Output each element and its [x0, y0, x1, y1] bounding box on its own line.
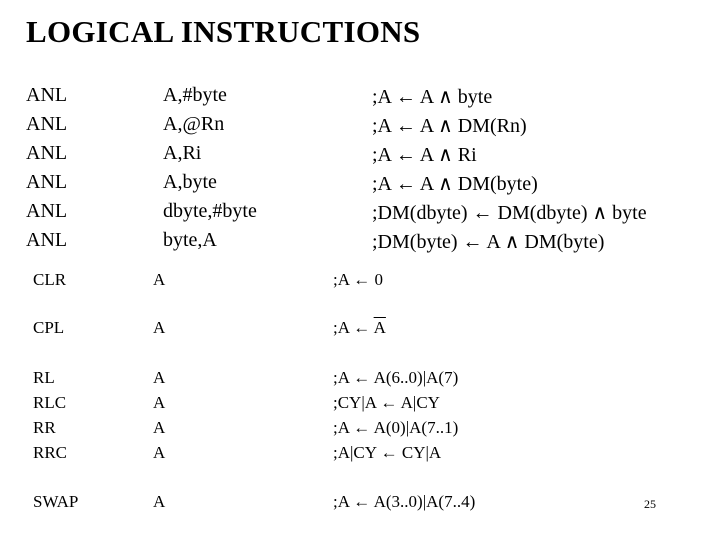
- instruction-row: [0, 113, 720, 143]
- comment: ;A ← 0: [333, 270, 384, 289]
- instruction-row: [0, 200, 720, 230]
- comment: ;A ← A(0)|A(7..1): [333, 418, 459, 437]
- comment: ;CY|A ← A|CY: [333, 393, 440, 412]
- mnemonic: RLC: [33, 393, 67, 412]
- mnemonic: SWAP: [33, 492, 79, 511]
- comment: ;DM(dbyte) ← DM(dbyte) ∧ byte: [372, 202, 647, 224]
- operands: A: [153, 418, 166, 437]
- operands: A: [153, 492, 166, 511]
- mnemonic: ANL: [26, 200, 68, 222]
- comment-prefix: ;A ←: [333, 318, 374, 337]
- instruction-row: [0, 142, 720, 172]
- comment: ;A ← A ∧ byte: [372, 86, 493, 108]
- comment: ;A ← A ∧ Ri: [372, 144, 477, 166]
- comment: ;A ← A ∧ DM(Rn): [372, 115, 527, 137]
- mnemonic: CPL: [33, 318, 65, 337]
- mnemonic: ANL: [26, 142, 68, 164]
- mnemonic: ANL: [26, 113, 68, 135]
- instruction-row: [0, 84, 720, 114]
- operands: A: [153, 393, 166, 412]
- comment: ;A|CY ← CY|A: [333, 443, 442, 462]
- operands: A,Ri: [163, 142, 202, 164]
- comment: ;A ← A(6..0)|A(7): [333, 368, 459, 387]
- operands: A: [153, 368, 166, 387]
- mnemonic: RRC: [33, 443, 68, 462]
- comment: ;DM(byte) ← A ∧ DM(byte): [372, 231, 605, 253]
- operands: byte,A: [163, 229, 217, 251]
- slide-title: LOGICAL INSTRUCTIONS: [26, 14, 421, 49]
- mnemonic: RL: [33, 368, 55, 387]
- comment: ;A ← A ∧ DM(byte): [372, 173, 538, 195]
- instruction-row: [0, 229, 720, 259]
- complement-operand: $\overline{A}$: [373, 318, 386, 337]
- operands: A: [153, 443, 166, 462]
- operands: A: [153, 270, 166, 289]
- mnemonic: ANL: [26, 171, 68, 193]
- instruction-row: [0, 171, 720, 201]
- comment: ;A ← A(3..0)|A(7..4): [333, 492, 476, 511]
- page-number: 25: [644, 497, 656, 511]
- operands: A,#byte: [163, 84, 227, 106]
- operands: dbyte,#byte: [163, 200, 257, 222]
- mnemonic: ANL: [26, 229, 68, 251]
- instruction-row: [0, 492, 720, 522]
- operands: A: [153, 318, 166, 337]
- instruction-row: [0, 443, 720, 473]
- operands: A,byte: [163, 171, 217, 193]
- instruction-row: [0, 270, 720, 300]
- operands: A,@Rn: [163, 113, 225, 135]
- mnemonic: ANL: [26, 84, 68, 106]
- mnemonic: CLR: [33, 270, 67, 289]
- mnemonic: RR: [33, 418, 56, 437]
- comment: [333, 318, 386, 338]
- instruction-row: [0, 318, 720, 348]
